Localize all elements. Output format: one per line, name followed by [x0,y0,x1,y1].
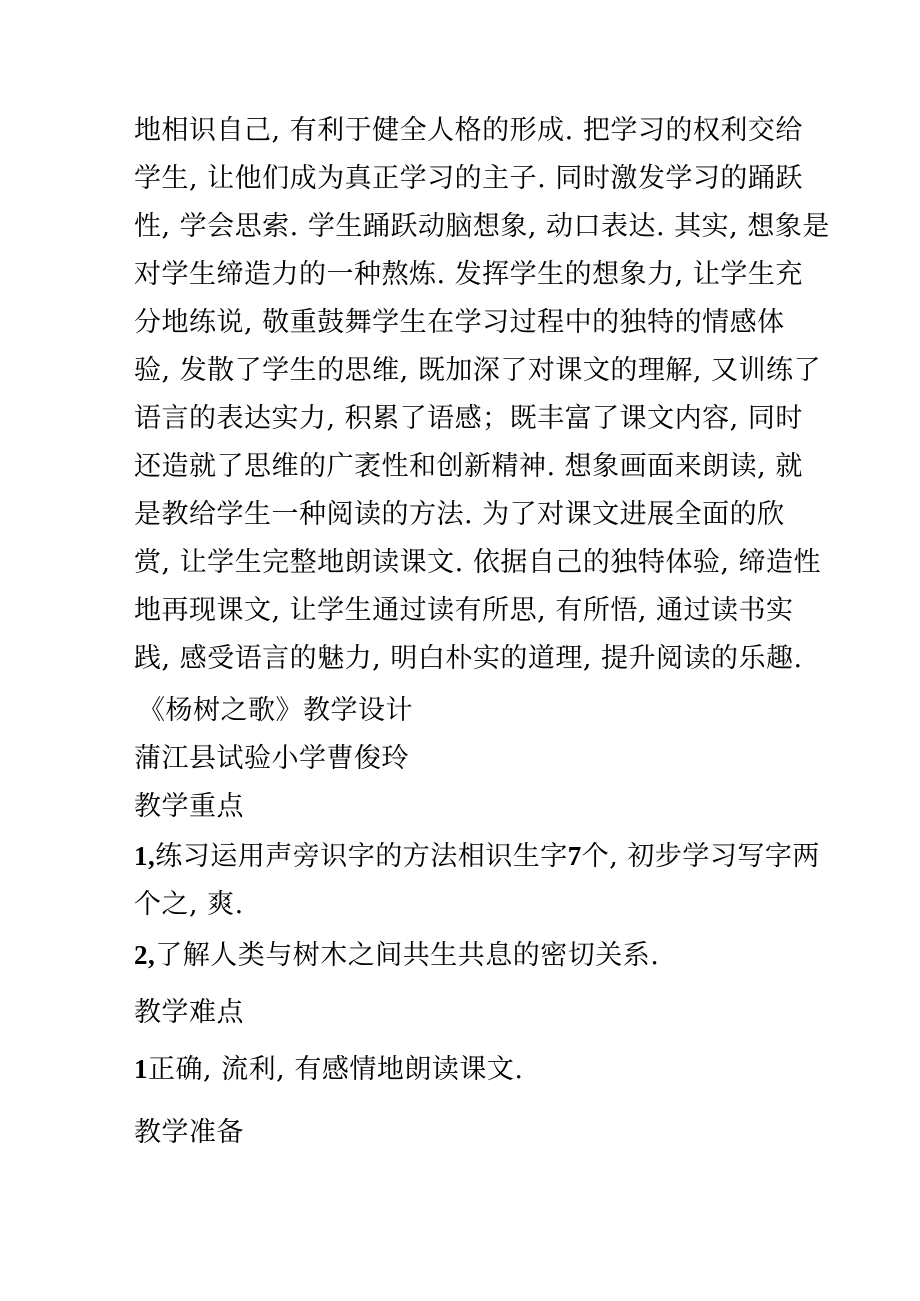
key-point-2 [134,938,659,973]
paragraph-line-3: 性, 学会思索. 学生踊跃动脑想象, 动口表达. 其实, 想象是 [134,211,830,242]
paragraph-line-11: 地再现课文, 让学生通过读有所思, 有所悟, 通过读书实 [134,595,794,626]
paragraph-line-6: 验, 发散了学生的思维, 既加深了对课文的理解, 又训练了 [134,355,821,386]
document-title: 《杨树之歌》教学设计 [138,695,413,726]
paragraph-line-4: 对学生缔造力的一种熬炼. 发挥学生的想象力, 让学生充 [134,259,803,290]
difficulty-1-number: 1 [134,1054,148,1084]
key-point-1-continuation: 个之, 爽. [134,889,244,920]
paragraph-line-10: 赏, 让学生完整地朗读课文. 依据自己的独特体验, 缔造性 [134,547,821,578]
difficulty-1-text: 正确, 流利, 有感情地朗读课文. [148,1054,524,1085]
prep-heading: 教学准备 [134,1117,244,1148]
author-line: 蒲江县试验小学曹俊玲 [134,743,409,774]
key-point-2-number: 2, [134,940,156,970]
difficulty-heading: 教学难点 [134,997,244,1028]
key-point-1-text-a: 练习运用声旁识字的方法相识生字 [155,841,568,872]
key-point-1-count: 7 [567,841,582,871]
paragraph-line-8: 还造就了思维的广袤性和创新精神. 想象画面来朗读, 就 [134,451,803,482]
paragraph-line-12: 践, 感受语言的魅力, 明白朴实的道理, 提升阅读的乐趣. [134,643,803,674]
paragraph-line-5: 分地练说, 敬重鼓舞学生在学习过程中的独特的情感体 [134,307,785,338]
difficulty-1 [134,1052,523,1087]
paragraph-line-1: 地相识自己, 有利于健全人格的形成. 把学习的权利交给 [134,115,803,146]
key-point-1-number: 1, [134,841,156,871]
key-point-1 [134,839,820,874]
paragraph-line-7: 语言的表达实力, 积累了语感；既丰富了课文内容, 同时 [134,403,803,434]
key-point-1-text-b: 个, 初步学习写字两 [581,841,820,872]
paragraph-line-2: 学生, 让他们成为真正学习的主子. 同时激发学习的踊跃 [134,163,803,194]
key-point-2-text: 了解人类与树木之间共生共息的密切关系. [155,940,660,971]
paragraph-line-9: 是教给学生一种阅读的方法. 为了对课文进展全面的欣 [134,499,785,530]
key-points-heading: 教学重点 [134,791,244,822]
